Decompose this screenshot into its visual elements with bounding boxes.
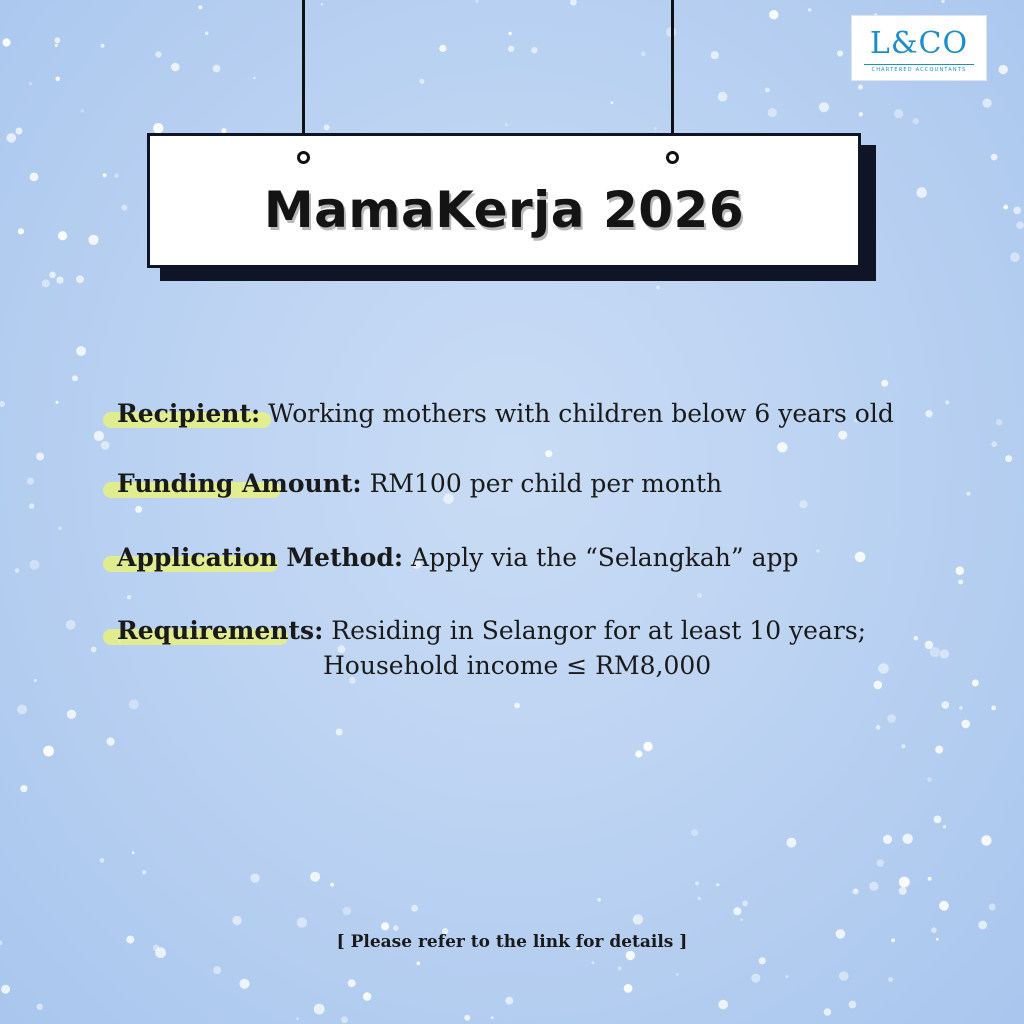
logo-subtitle: CHARTERED ACCOUNTANTS — [864, 64, 974, 73]
snow-dot — [989, 904, 996, 911]
snow-dot — [939, 901, 949, 911]
snow-dot — [0, 401, 5, 407]
snow-dot — [29, 560, 39, 570]
snow-dot — [887, 714, 896, 723]
snow-dot — [94, 431, 104, 441]
snow-dot — [837, 50, 843, 56]
snow-dot — [330, 883, 334, 887]
snow-dot — [592, 961, 595, 964]
snow-dot — [54, 37, 60, 43]
snow-dot — [135, 506, 142, 513]
snow-dot — [858, 85, 863, 90]
snow-dot — [956, 566, 965, 575]
snow-dot — [785, 975, 788, 978]
snow-dot — [132, 852, 135, 855]
footer-note: [ Please refer to the link for details ] — [336, 932, 688, 952]
snow-dot — [876, 859, 884, 867]
snow-dot — [635, 750, 642, 757]
snow-dot — [1005, 455, 1012, 462]
snow-dot — [991, 154, 998, 161]
snow-dot — [643, 742, 652, 751]
snow-dot — [859, 112, 863, 116]
snow-dot — [30, 173, 39, 182]
snow-dot — [76, 275, 84, 283]
snow-dot — [297, 917, 307, 927]
snow-dot — [941, 0, 945, 3]
info-item-recipient — [117, 397, 894, 431]
snow-dot — [419, 79, 424, 84]
snow-dot — [91, 647, 97, 653]
snow-dot — [695, 882, 699, 886]
snow-dot — [786, 838, 796, 848]
snow-dot — [878, 663, 889, 674]
snow-dot — [930, 647, 940, 657]
snow-dot — [894, 109, 903, 118]
snow-dot — [416, 962, 420, 966]
snow-dot — [439, 45, 446, 52]
snow-dot — [958, 580, 963, 585]
snow-dot — [81, 109, 84, 112]
logo-mark: L&CO — [869, 26, 969, 61]
snow-dot — [981, 835, 991, 845]
snow-dot — [816, 549, 819, 552]
snow-dot — [34, 679, 37, 682]
snow-dot — [716, 883, 719, 886]
snow-dot — [697, 593, 702, 598]
snow-dot — [155, 51, 161, 57]
snow-dot — [505, 123, 508, 126]
snow-dot — [115, 173, 119, 177]
sign-ring-left — [297, 151, 310, 164]
sign-ring-right — [666, 151, 679, 164]
snow-dot — [597, 898, 601, 902]
snow-dot — [341, 1016, 348, 1023]
snow-dot — [849, 1001, 857, 1009]
snow-dot — [928, 877, 932, 881]
title-sign — [147, 133, 861, 268]
snow-dot — [43, 746, 54, 757]
snow-dot — [127, 595, 131, 599]
snow-dot — [940, 649, 949, 658]
snow-dot — [996, 419, 1003, 426]
snow-dot — [232, 916, 241, 925]
snow-dot — [611, 101, 614, 104]
snow-dot — [983, 98, 992, 107]
snow-dot — [508, 32, 511, 35]
snow-dot — [751, 974, 760, 983]
snow-dot — [991, 706, 996, 711]
info-item-application — [117, 541, 799, 575]
snow-dot — [67, 710, 76, 719]
snow-dot — [16, 128, 23, 135]
snow-dot — [76, 346, 86, 356]
snow-dot — [213, 966, 221, 974]
snow-dot — [363, 992, 372, 1001]
snow-dot — [943, 825, 946, 828]
snow-dot — [945, 400, 949, 404]
snow-dot — [239, 979, 249, 989]
snow-dot — [691, 829, 698, 836]
info-item-requirements — [117, 614, 866, 648]
snow-dot — [853, 889, 859, 895]
snow-dot — [718, 92, 728, 102]
snow-dot — [213, 65, 221, 73]
snow-dot — [769, 10, 778, 19]
snow-dot — [2, 38, 10, 46]
snow-dot — [15, 568, 20, 573]
snow-dot — [101, 44, 105, 48]
snow-dot — [916, 187, 927, 198]
snow-dot — [508, 46, 514, 52]
snow-dot — [978, 921, 987, 930]
snow-dot — [999, 65, 1008, 74]
snow-dot — [253, 77, 255, 79]
snow-dot — [903, 834, 913, 844]
snow-dot — [55, 44, 58, 47]
snow-dot — [934, 816, 942, 824]
snow-dot — [881, 380, 888, 387]
snow-dot — [72, 375, 78, 381]
snow-dot — [874, 681, 883, 690]
snow-dot — [321, 3, 323, 5]
snow-dot — [324, 125, 330, 131]
info-label: Application Method: — [117, 543, 404, 572]
snow-dot — [914, 636, 919, 641]
snow-dot — [765, 88, 770, 93]
snow-dot — [101, 441, 110, 450]
snow-dot — [343, 907, 352, 916]
snow-dot — [411, 905, 418, 912]
snow-dot — [777, 442, 787, 452]
snow-dot — [883, 835, 892, 844]
snow-dot — [570, 0, 577, 6]
snow-dot — [310, 872, 320, 882]
info-item-requirements-continued — [323, 649, 711, 683]
snow-dot — [49, 272, 56, 279]
snow-dot — [838, 431, 847, 440]
snow-dot — [927, 777, 932, 782]
snow-dot — [901, 744, 905, 748]
snow-dot — [991, 441, 997, 447]
snow-dot — [961, 720, 970, 729]
snow-dot — [698, 897, 701, 900]
snow-dot — [839, 971, 849, 981]
snow-dot — [808, 8, 811, 11]
info-label: Recipient: — [117, 399, 261, 428]
snow-dot — [251, 874, 260, 883]
snow-dot — [142, 870, 146, 874]
snow-dot — [107, 738, 115, 746]
snow-dot — [876, 725, 881, 730]
snow-dot — [633, 914, 643, 924]
snow-dot — [171, 63, 180, 72]
snow-dot — [314, 1004, 325, 1015]
company-logo — [851, 15, 987, 81]
snow-dot — [491, 1016, 494, 1019]
snow-dot — [121, 205, 127, 211]
snow-dot — [1, 985, 10, 994]
snow-dot — [55, 401, 58, 404]
snow-dot — [1010, 252, 1020, 262]
snow-dot — [393, 925, 399, 931]
snow-dot — [742, 901, 748, 907]
snow-dot — [42, 279, 50, 287]
snow-dot — [37, 1004, 43, 1010]
snow-dot — [855, 552, 866, 563]
snow-dot — [799, 500, 807, 508]
snow-dot — [972, 680, 979, 687]
info-label: Requirements: — [117, 616, 324, 645]
snow-dot — [935, 746, 943, 754]
snow-dot — [626, 951, 635, 960]
snow-dot — [29, 504, 34, 509]
snow-dot — [824, 1008, 832, 1016]
info-label: Funding Amount: — [117, 469, 362, 498]
snow-dot — [20, 785, 27, 792]
snow-dot — [198, 5, 202, 9]
snow-dot — [618, 966, 622, 970]
snow-dot — [768, 108, 777, 117]
snow-dot — [899, 887, 907, 895]
snow-dot — [505, 997, 513, 1005]
snow-dot — [153, 123, 163, 133]
snow-dot — [7, 133, 17, 143]
snow-dot — [733, 907, 741, 915]
snow-dot — [624, 984, 633, 993]
snow-dot — [348, 979, 356, 987]
snow-dot — [1004, 205, 1009, 210]
snow-dot — [1013, 207, 1021, 215]
snow-dot — [336, 729, 343, 736]
snow-dot — [514, 703, 520, 709]
snow-dot — [545, 450, 552, 457]
snow-dot — [464, 1015, 470, 1021]
snow-dot — [959, 706, 963, 710]
snow-dot — [718, 1000, 728, 1010]
snow-dot — [869, 882, 878, 891]
snow-dot — [66, 620, 76, 630]
snow-dot — [941, 701, 949, 709]
snow-dot — [27, 478, 34, 485]
snow-dot — [912, 118, 919, 125]
snow-dot — [56, 277, 63, 284]
snow-dot — [641, 52, 646, 57]
info-value: Residing in Selangor for at least 10 years; — [323, 616, 867, 645]
snow-dot — [1016, 221, 1024, 229]
snow-dot — [18, 228, 24, 234]
snow-dot — [925, 410, 932, 417]
info-value: Working mothers with children below 6 years old — [260, 399, 894, 428]
snow-dot — [58, 527, 61, 530]
snow-dot — [475, 0, 478, 3]
snow-dot — [899, 877, 910, 888]
snow-dot — [711, 51, 719, 59]
snow-dot — [36, 453, 44, 461]
snow-dot — [531, 47, 537, 53]
snow-dot — [17, 705, 27, 715]
info-value: RM100 per child per month — [361, 469, 723, 498]
snow-dot — [381, 922, 389, 930]
snow-dot — [740, 918, 743, 921]
snow-dot — [819, 102, 829, 112]
snow-dot — [925, 641, 933, 649]
info-value: Apply via the “Selangkah” app — [403, 543, 799, 572]
snow-dot — [88, 235, 98, 245]
snow-dot — [967, 492, 971, 496]
snow-dot — [58, 231, 67, 240]
snow-dot — [56, 77, 61, 82]
info-value: Household income ≤ RM8,000 — [323, 651, 712, 680]
snow-dot — [100, 858, 105, 863]
snow-dot — [759, 957, 766, 964]
snow-dot — [29, 82, 32, 85]
page-title: MamaKerja 2026 — [263, 180, 745, 239]
snow-dot — [888, 977, 893, 982]
snow-dot — [205, 31, 209, 35]
snow-dot — [296, 1017, 299, 1020]
info-item-funding — [117, 467, 722, 501]
snow-dot — [654, 127, 657, 130]
snow-dot — [656, 286, 660, 290]
snow-dot — [103, 173, 107, 177]
snow-dot — [129, 699, 139, 709]
snow-dot — [676, 973, 679, 976]
